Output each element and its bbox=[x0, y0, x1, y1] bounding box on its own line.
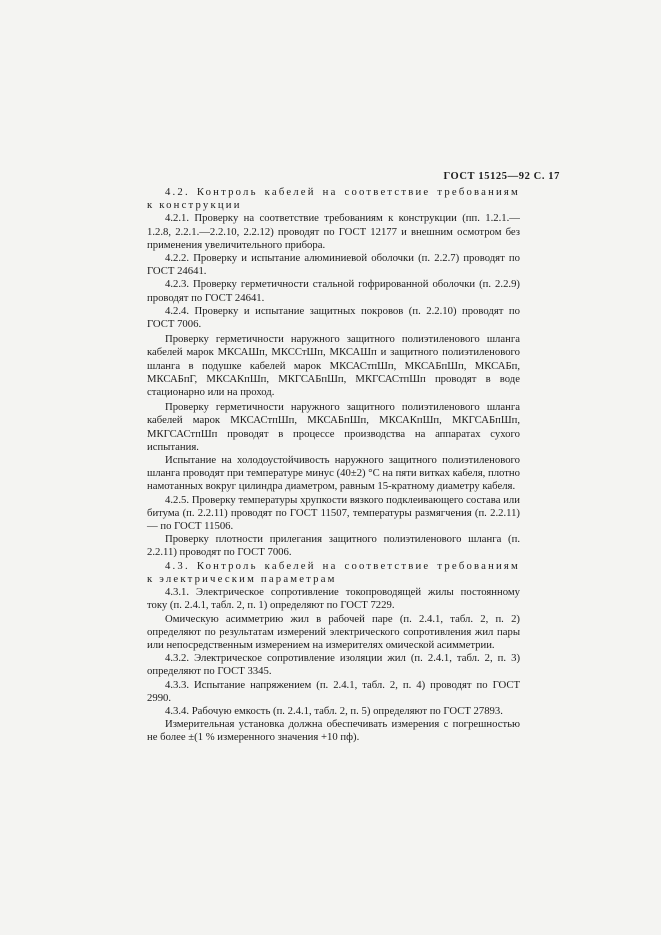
paragraph-adhesion-check: Проверку плотности прилегания защитного полиэтиленового шланга (п. 2.2.11) проводят по ГОСТ 7006. bbox=[147, 533, 520, 559]
paragraph-4-3-2: 4.3.2. Электрическое сопротивление изоляции жил (п. 2.4.1, табл. 2, п. 3) определяют по ГОСТ 3345. bbox=[147, 652, 520, 678]
paragraph-sealing-check-2: Проверку герметичности наружного защитного полиэтиленового шланга кабелей марок МКСАСтпШп, МКСАБпШп, МКСАКпШп, МКГСАБпШп, МКГСАСтпШп проводят в процессе производства на аппаратах сухого испытания. bbox=[147, 401, 520, 453]
paragraph-cold-resistance: Испытание на холодоустойчивость наружного защитного полиэтиленового шланга проводят при температуре минус (40±2) °С на пяти витках кабеля, плотно намотанных вокруг цилиндра диаметром, равным 15-кратному диаметру кабеля. bbox=[147, 454, 520, 493]
paragraph-4-3-3: 4.3.3. Испытание напряжением (п. 2.4.1, табл. 2, п. 4) проводят по ГОСТ 2990. bbox=[147, 678, 520, 704]
paragraph-4-3-1: 4.3.1. Электрическое сопротивление токопроводящей жилы постоянному току (п. 2.4.1, табл. 2, п. 1) определяют по ГОСТ 7229. bbox=[147, 586, 520, 612]
page-header: ГОСТ 15125—92 С. 17 bbox=[443, 171, 560, 182]
section-heading-4-2: 4.2. Контроль кабелей на соответствие требованиям к конструкции bbox=[147, 186, 520, 212]
paragraph-4-3-4: 4.3.4. Рабочую емкость (п. 2.4.1, табл. 2, п. 5) определяют по ГОСТ 27893. bbox=[165, 704, 503, 717]
paragraph-4-2-2: 4.2.2. Проверку и испытание алюминиевой оболочки (п. 2.2.7) проводят по ГОСТ 24641. bbox=[147, 252, 520, 278]
paragraph-4-2-1: 4.2.1. Проверку на соответствие требованиям к конструкции (пп. 1.2.1.—1.2.8, 2.2.1.—2.2.10, 2.2.12) проводят по ГОСТ 12177 и внешним осмотром без применения увеличительного прибора. bbox=[147, 212, 520, 251]
section-heading-4-3: 4.3. Контроль кабелей на соответствие требованиям к электрическим параметрам bbox=[147, 559, 520, 585]
paragraph-ohmic-asymmetry: Омическую асимметрию жил в рабочей паре (п. 2.4.1, табл. 2, п. 2) определяют по результатам измерений электрического сопротивления жил пары или непосредственным измерением на измерителях омической асимметрии. bbox=[147, 612, 520, 651]
paragraph-4-2-4: 4.2.4. Проверку и испытание защитных покровов (п. 2.2.10) проводят по ГОСТ 7006. bbox=[147, 304, 520, 331]
paragraph-4-2-3: 4.2.3. Проверку герметичности стальной гофрированной оболочки (п. 2.2.9) проводят по ГОСТ 24641. bbox=[147, 278, 520, 304]
document-body bbox=[147, 186, 520, 745]
paragraph-measurement-accuracy: Измерительная установка должна обеспечивать измерения с погрешностью не более ±(1 % измеренного значения +10 пф). bbox=[147, 718, 520, 744]
paragraph-4-2-5: 4.2.5. Проверку температуры хрупкости вязкого подклеивающего состава или битума (п. 2.2.11) проводят по ГОСТ 11507, температуры размягчения (п. 2.2.11) — по ГОСТ 11506. bbox=[147, 493, 520, 533]
paragraph-sealing-check-1: Проверку герметичности наружного защитного полиэтиленового шланга кабелей марок МКСАШп, МКССтШп, МКСАШп и защитного полиэтиленового шланга в подушке кабелей марок МКСАСтпШп, МКСАБпШп, МКСАБп, МКСАБпГ, МКСАКпШп, МКГСАБпШп, МКГСАСтпШп проводят в воде стационарно или на проход. bbox=[147, 333, 520, 399]
